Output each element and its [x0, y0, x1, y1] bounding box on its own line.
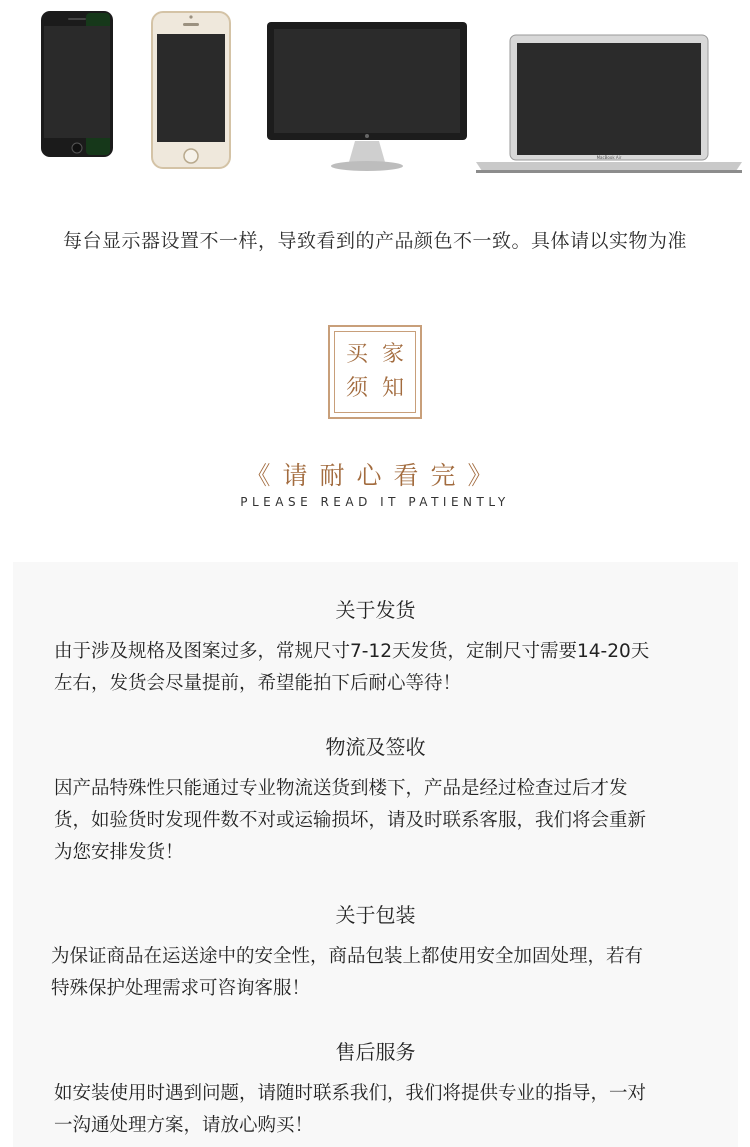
device-illustrations	[0, 0, 750, 200]
section-body-shipping	[54, 636, 649, 700]
monitor-illustration	[265, 20, 469, 176]
badge-inner-frame	[334, 331, 416, 413]
section-line: 货，如验货时发现件数不对或运输损坏，请及时联系客服，我们将会重新	[54, 810, 647, 831]
section-title-packaging: 关于包装	[335, 903, 416, 927]
phone-gold-illustration	[150, 10, 232, 170]
laptop-screen-label: MacBook Air	[596, 155, 622, 160]
phone-dark-illustration	[38, 8, 116, 160]
section-line: 一沟通处理方案，请放心购买！	[54, 1115, 314, 1136]
laptop-illustration	[472, 32, 746, 176]
section-line: 由于涉及规格及图案过多，常规尺寸7-12天发货，定制尺寸需要14-20天	[54, 641, 650, 662]
section-line: 如安装使用时遇到问题，请随时联系我们，我们将提供专业的指导，一对	[54, 1083, 647, 1104]
buyer-notice-badge	[328, 325, 422, 419]
section-line: 特殊保护处理需求可咨询客服！	[51, 978, 311, 999]
section-title-logistics: 物流及签收	[325, 735, 426, 759]
section-body-logistics	[54, 773, 646, 869]
section-line: 因产品特殊性只能通过专业物流送货到楼下，产品是经过检查过后才发	[54, 778, 628, 799]
badge-line-2: 须知	[345, 376, 418, 401]
color-disclaimer: 每台显示器设置不一样，导致看到的产品颜色不一致。具体请以实物为准	[62, 230, 687, 252]
section-body-after-sales	[54, 1078, 646, 1142]
section-line: 为您安排发货！	[54, 842, 184, 863]
section-title-shipping: 关于发货	[335, 598, 416, 622]
read-patiently-title: 《请耐心看完》	[245, 461, 505, 490]
badge-line-1: 买家	[345, 342, 418, 367]
section-title-after-sales: 售后服务	[335, 1040, 416, 1064]
read-patiently-subtitle: PLEASE READ IT PATIENTLY	[240, 495, 510, 509]
section-body-packaging	[51, 941, 643, 1005]
section-line: 为保证商品在运送途中的安全性，商品包装上都使用安全加固处理，若有	[51, 946, 644, 967]
section-line: 左右，发货会尽量提前，希望能拍下后耐心等待！	[54, 673, 462, 694]
